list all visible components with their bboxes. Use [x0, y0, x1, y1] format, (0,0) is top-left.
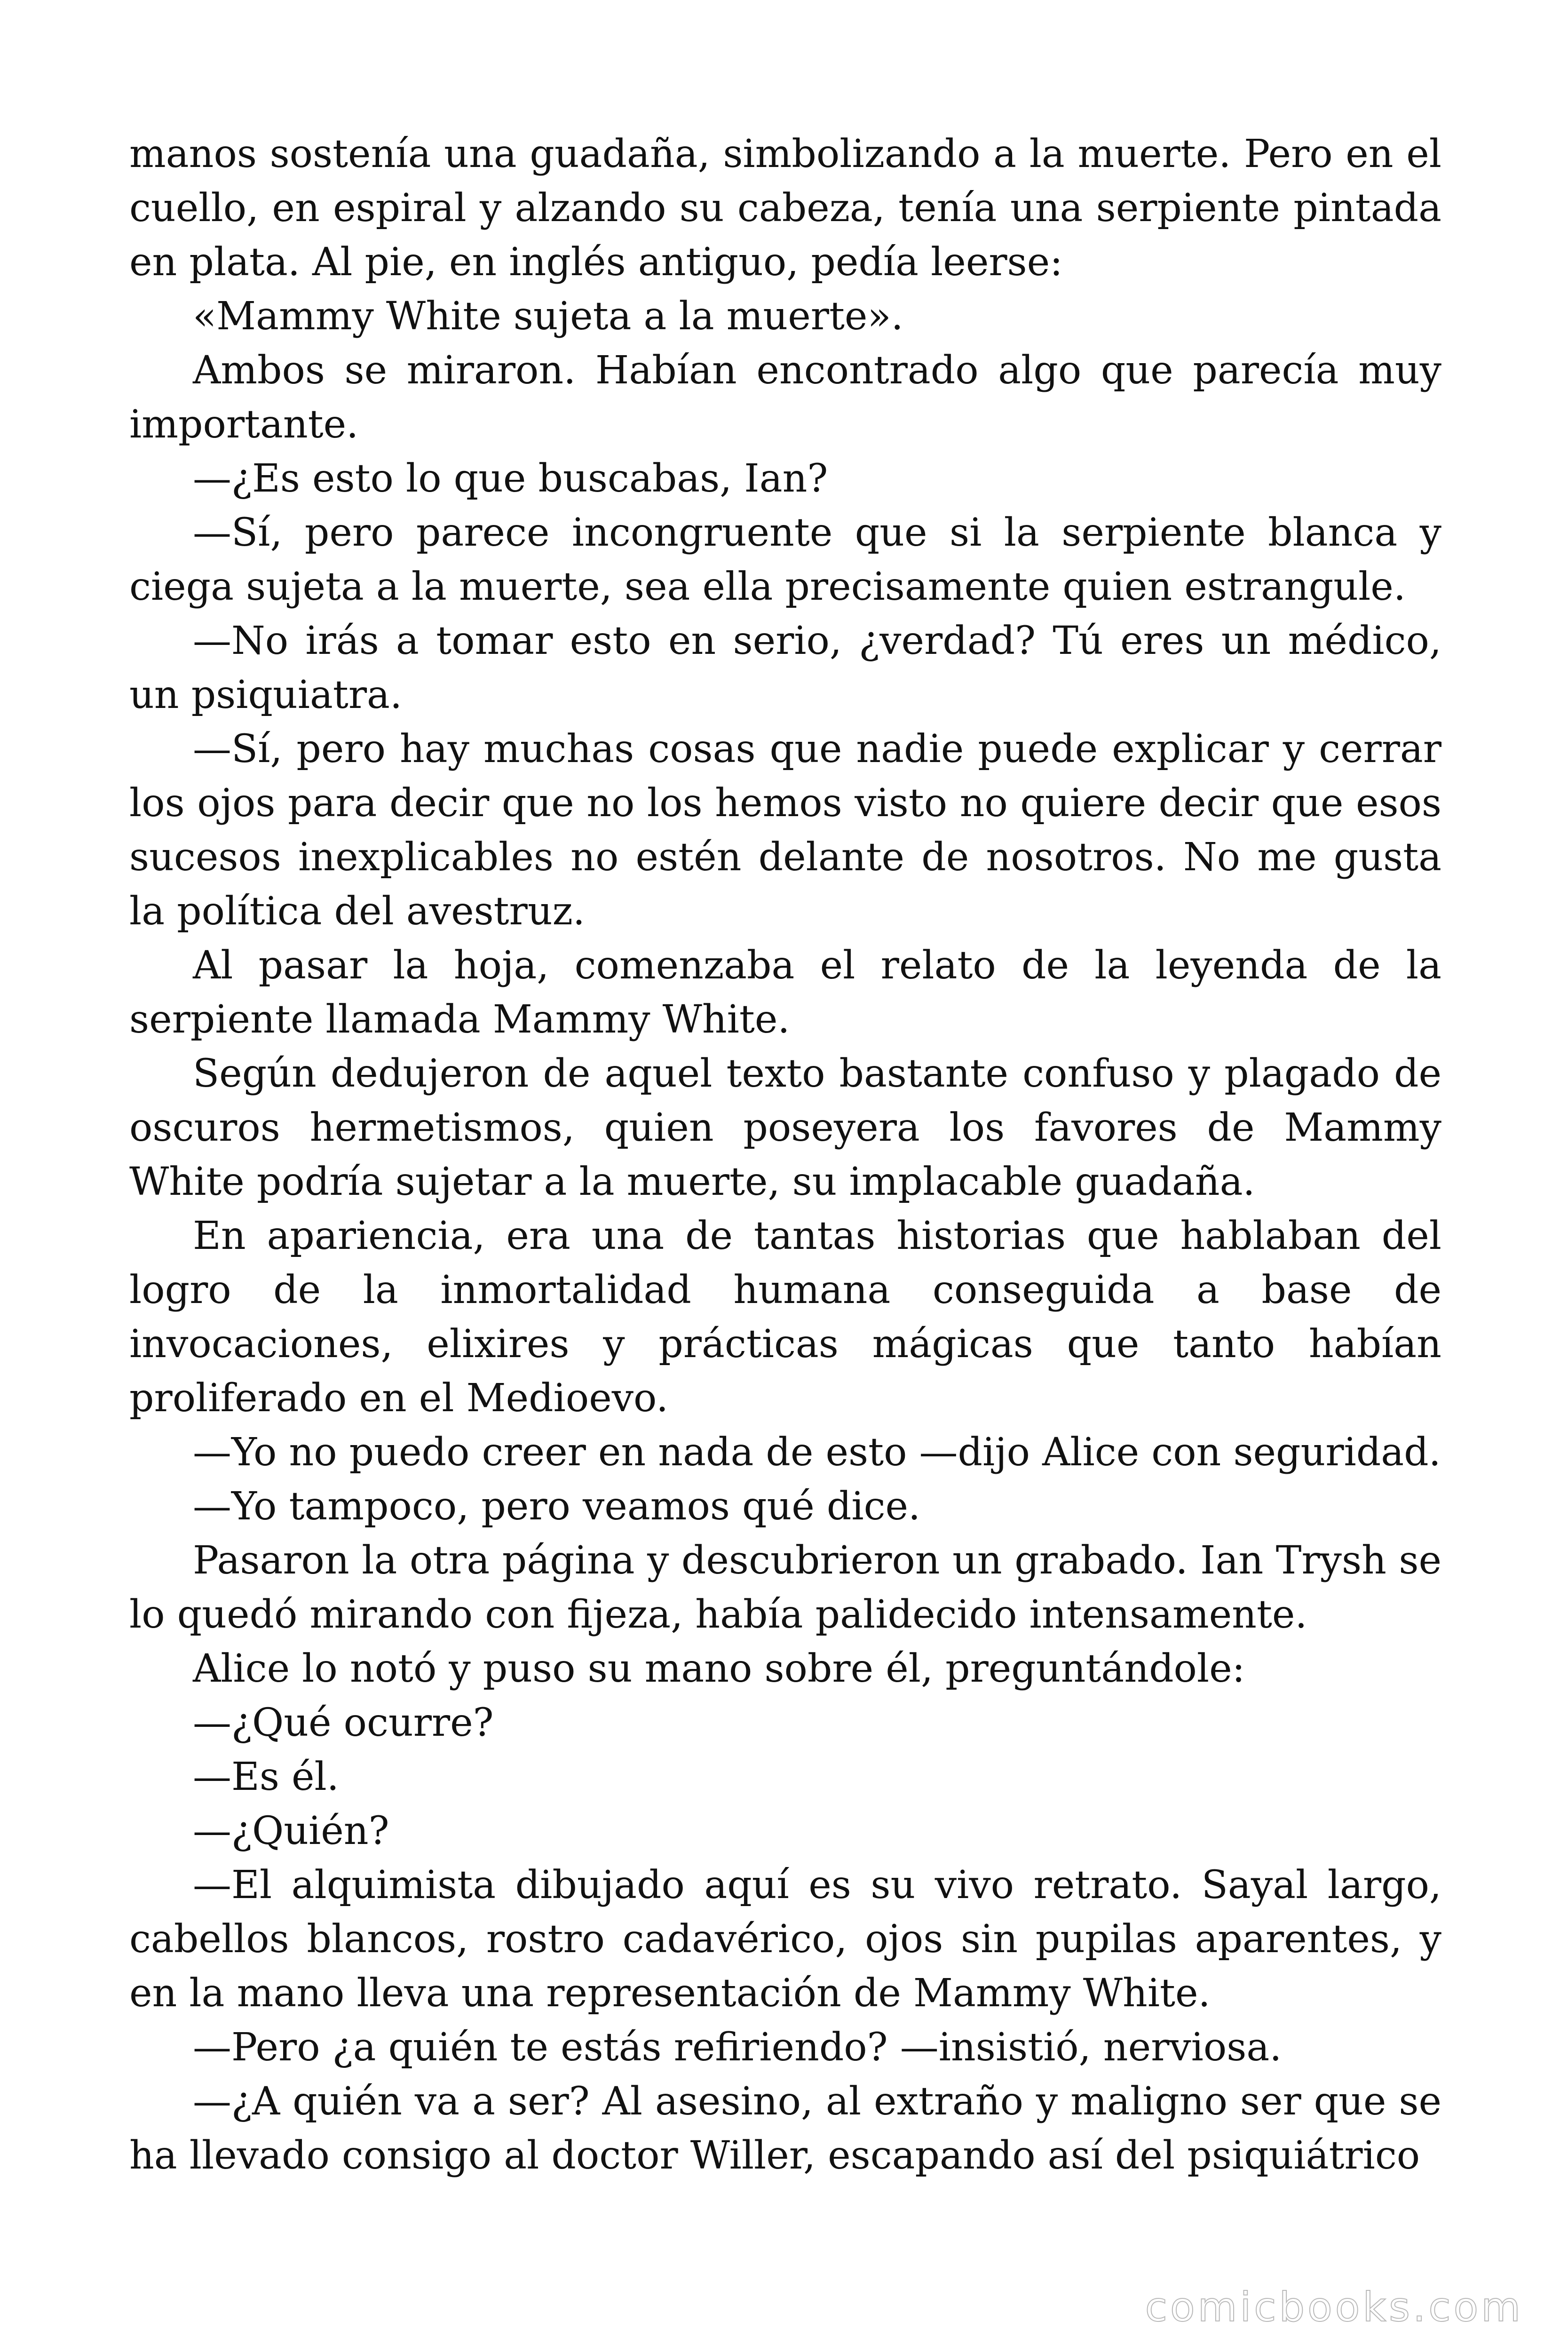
body-text [129, 127, 1441, 2183]
paragraph: Según dedujeron de aquel texto bastante confuso y plagado de oscuros hermetismos, quien poseyera los favores de Mammy White podría sujetar a la muerte, su implacable guadaña. [129, 1051, 1441, 1204]
paragraph: —El alquimista dibujado aquí es su vivo retrato. Sayal largo, cabellos blancos, rostro cadavérico, ojos sin pupilas aparentes, y en la mano lleva una representación de Mammy White. [129, 1863, 1441, 2016]
paragraph: Alice lo notó y puso su mano sobre él, preguntándole: [193, 1646, 1245, 1691]
paragraph: —Pero ¿a quién te estás refiriendo? —insistió, nerviosa. [193, 2025, 1282, 2070]
paragraph: —¿Quién? [193, 1809, 389, 1853]
paragraph: Al pasar la hoja, comenzaba el relato de la leyenda de la serpiente llamada Mammy White. [129, 943, 1441, 1042]
paragraph: «Mammy White sujeta a la muerte». [193, 294, 903, 339]
paragraph: —Yo tampoco, pero veamos qué dice. [193, 1484, 921, 1529]
paragraph: —Sí, pero hay muchas cosas que nadie puede explicar y cerrar los ojos para decir que no los hemos visto no quiere decir que esos sucesos inexplicables no estén delante de nosotros. No me gusta la política del avestruz. [129, 727, 1441, 934]
paragraph: En apariencia, era una de tantas historias que hablaban del logro de la inmortalidad humana conseguida a base de invocaciones, elixires y prácticas mágicas que tanto habían proliferado en el Medioevo. [129, 1214, 1441, 1421]
paragraph: —Sí, pero parece incongruente que si la serpiente blanca y ciega sujeta a la muerte, sea ella precisamente quien estrangule. [129, 510, 1441, 609]
site-watermark: comicbooks.com [1145, 2284, 1523, 2331]
paragraph: —No irás a tomar esto en serio, ¿verdad? Tú eres un médico, un psiquiatra. [129, 619, 1441, 717]
paragraph: —Es él. [193, 1755, 339, 1799]
paragraph: Pasaron la otra página y descubrieron un grabado. Ian Trysh se lo quedó mirando con fijeza, había palidecido intensamente. [129, 1538, 1441, 1637]
paragraph: —¿Qué ocurre? [193, 1700, 494, 1745]
paragraph: —¿Es esto lo que buscabas, Ian? [193, 456, 828, 501]
paragraph: manos sostenía una guadaña, simbolizando a la muerte. Pero en el cuello, en espiral y alzando su cabeza, tenía una serpiente pintada en plata. Al pie, en inglés antiguo, pedía leerse: [129, 132, 1441, 285]
paragraph: —Yo no puedo creer en nada de esto —dijo Alice con seguridad. [193, 1430, 1441, 1475]
paragraph: —¿A quién va a ser? Al asesino, al extraño y maligno ser que se ha llevado consigo al doctor Willer, escapando así del psiquiátrico [129, 2079, 1441, 2178]
paragraph: Ambos se miraron. Habían encontrado algo que parecía muy importante. [129, 348, 1441, 447]
